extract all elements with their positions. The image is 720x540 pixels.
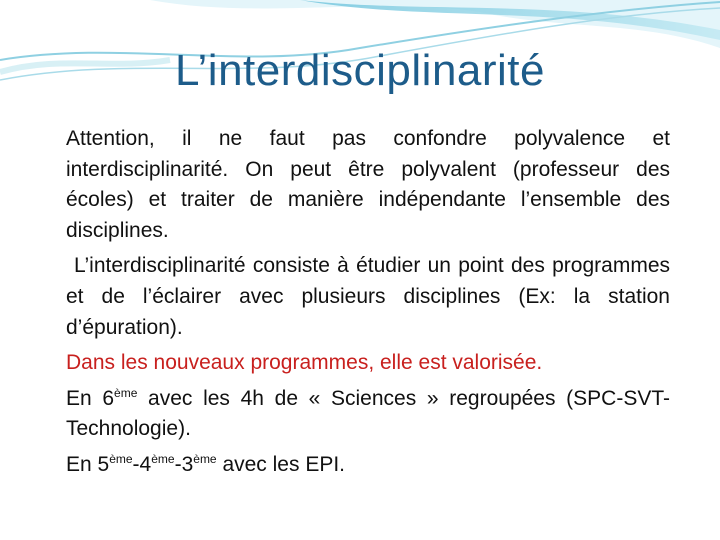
text-segment: avec les 4h de « Sciences » regroupées (SPC-SVT-Technologie). (66, 386, 670, 441)
slide-title: L’interdisciplinarité (174, 46, 546, 95)
bullet-paragraph-1 (44, 124, 670, 246)
text-segment: En 6 (66, 386, 115, 410)
text-segment: avec les EPI. (216, 452, 345, 476)
bullet-paragraph-5 (44, 450, 670, 481)
slide-body (44, 124, 670, 481)
text-segment: -3 (174, 452, 194, 476)
superscript: ème (109, 451, 133, 466)
superscript: ème (114, 385, 138, 400)
paragraph-text: Dans les nouveaux programmes, elle est valorisée. (66, 351, 543, 375)
text-segment: -4 (132, 452, 152, 476)
bullet-paragraph-4 (44, 384, 670, 445)
superscript: ème (151, 451, 175, 466)
text-segment: En 5 (66, 452, 110, 476)
paragraph-2 (44, 251, 670, 343)
paragraph-text: Attention, il ne faut pas confondre polyvalence et interdisciplinarité. On peut être polyvalent (professeur des écoles) et traiter de manière indépendante l’ensemble des disciplines. (66, 127, 670, 242)
superscript: ème (193, 451, 217, 466)
bullet-paragraph-3 (44, 348, 670, 379)
paragraph-text: L’interdisciplinarité consiste à étudier un point des programmes et de l’éclairer avec plusieurs disciplines (Ex: la station d’épuration). (66, 254, 670, 339)
